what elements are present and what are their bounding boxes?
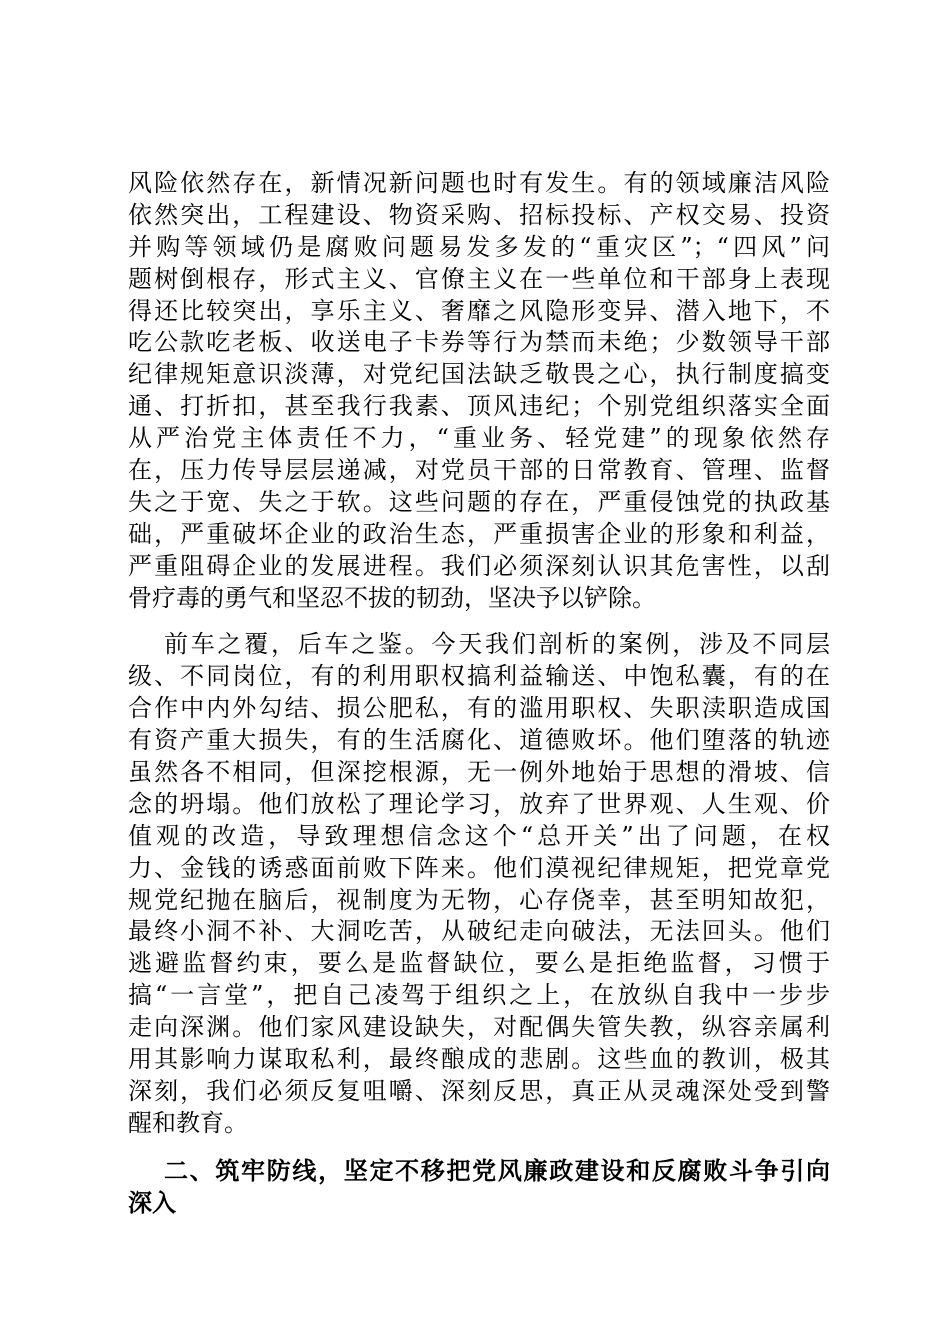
text-line: 依然突出，工程建设、物资采购、招标投标、产权交易、投资	[128, 200, 830, 229]
text-line: 走向深渊。他们家风建设缺失，对配偶失管失教，纵容亲属利	[128, 1013, 830, 1042]
text-line: 逃避监督约束，要么是监督缺位，要么是拒绝监督，习惯于	[128, 949, 830, 978]
text-line: 值观的改造，导致理想信念这个“总开关”出了问题，在权	[128, 821, 830, 850]
text-line: 通、打折扣，甚至我行我素、顶风违纪；个别党组织落实全面	[128, 392, 830, 421]
text-line: 用其影响力谋取私利，最终酿成的悲剧。这些血的教训，极其	[128, 1045, 830, 1074]
document-body	[128, 168, 830, 1219]
text-line: 并购等领域仍是腐败问题易发多发的“重灾区”；“四风”问	[128, 232, 830, 261]
text-line: 失之于宽、失之于软。这些问题的存在，严重侵蚀党的执政基	[128, 487, 830, 516]
text-line: 吃公款吃老板、收送电子卡券等行为禁而未绝；少数领导干部	[128, 328, 830, 357]
paragraph-cases	[128, 629, 830, 1139]
section-heading	[128, 1155, 830, 1219]
text-line: 虽然各不相同，但深挖根源，无一例外地始于思想的滑坡、信	[128, 758, 830, 787]
text-line: 念的坍塌。他们放松了理论学习，放弃了世界观、人生观、价	[128, 789, 830, 818]
text-line: 有资产重大损失，有的生活腐化、道德败坏。他们堕落的轨迹	[128, 726, 830, 755]
text-line: 在，压力传导层层递减，对党员干部的日常教育、管理、监督	[128, 456, 830, 485]
paragraph-risks	[128, 168, 830, 614]
text-line: 础，严重破坏企业的政治生态，严重损害企业的形象和利益，	[128, 519, 830, 548]
text-line: 级、不同岗位，有的利用职权搞利益输送、中饱私囊，有的在	[128, 662, 830, 691]
text-line: 深刻，我们必须反复咀嚼、深刻反思，真正从灵魂深处受到警	[128, 1076, 830, 1105]
text-line: 搞“一言堂”，把自己凌驾于组织之上，在放纵自我中一步步	[128, 981, 830, 1010]
text-line: 骨疗毒的勇气和坚忍不拔的韧劲，坚决予以铲除。	[128, 583, 656, 612]
text-line: 从严治党主体责任不力，“重业务、轻党建”的现象依然存	[128, 424, 830, 453]
heading-line: 深入	[128, 1187, 176, 1217]
text-line: 前车之覆，后车之鉴。今天我们剖析的案例，涉及不同层	[164, 630, 830, 659]
text-line: 纪律规矩意识淡薄，对党纪国法缺乏敬畏之心，执行制度搞变	[128, 360, 830, 389]
text-line: 最终小洞不补、大洞吃苦，从破纪走向破法，无法回头。他们	[128, 917, 830, 946]
text-line: 力、金钱的诱惑面前败下阵来。他们漠视纪律规矩，把党章党	[128, 853, 830, 882]
text-line: 规党纪抛在脑后，视制度为无物，心存侥幸，甚至明知故犯，	[128, 885, 830, 914]
heading-line: 二、筑牢防线，坚定不移把党风廉政建设和反腐败斗争引向	[164, 1155, 830, 1185]
text-line: 题树倒根存，形式主义、官僚主义在一些单位和干部身上表现	[128, 264, 830, 293]
text-line: 风险依然存在，新情况新问题也时有发生。有的领域廉洁风险	[128, 169, 830, 197]
text-line: 醒和教育。	[128, 1108, 248, 1137]
text-line: 得还比较突出，享乐主义、奢靡之风隐形变异、潜入地下，不	[128, 296, 830, 325]
text-line: 严重阻碍企业的发展进程。我们必须深刻认识其危害性，以刮	[128, 551, 830, 580]
text-line: 合作中内外勾结、损公肥私，有的滥用职权、失职渎职造成国	[128, 694, 830, 723]
